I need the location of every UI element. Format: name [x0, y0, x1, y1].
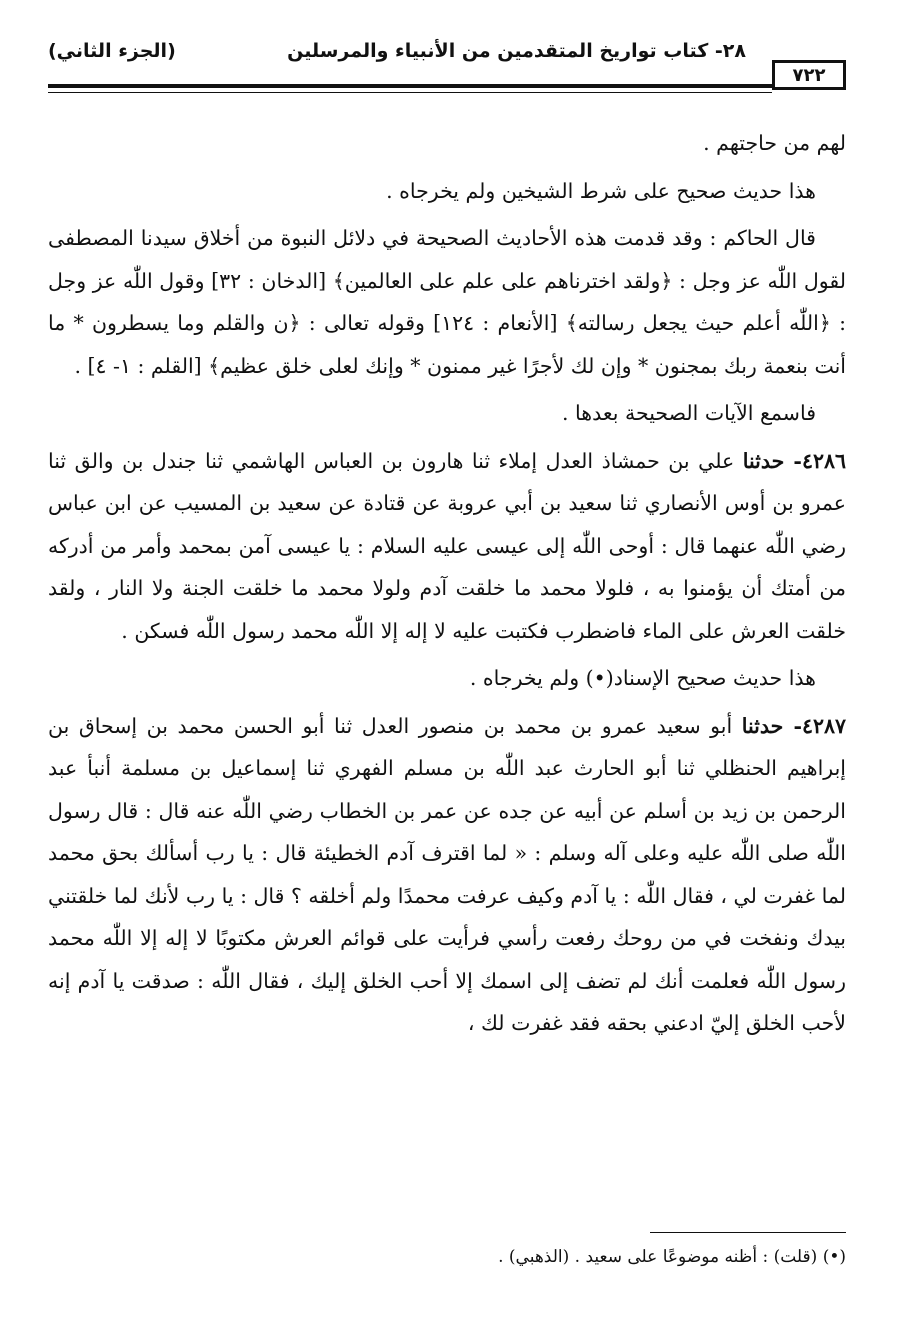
hadith-text: أبو سعيد عمرو بن محمد بن منصور العدل ثنا أبو الحسن محمد بن إسحاق بن إبراهيم الحنظلي ثنا أبو الحارث عبد اللّٰه بن مسلم الفهري ثنا إسماعيل بن مسلمة أنبأ عبد الرحمن بن زيد بن أسلم عن أبيه عن جده عن عمر بن الخطاب رضي اللّٰه عنه قال : قال رسول اللّٰه صلى اللّٰه عليه وعلى آله وسلم : « لما اقترف آدم الخطيئة قال : يا رب أسألك بحق محمد لما غفرت لي ، فقال اللّٰه : يا آدم وكيف عرفت محمدًا ولم أخلقه ؟ قال : يا رب لأنك لما خلقتني بيدك ونفخت في من روحك رفعت رأسي فرأيت على قوائم العرش مكتوبًا لا إله إلا اللّٰه محمد رسول اللّٰه فعلمت أنك لم تضف إلى اسمك إلا أحب الخلق إليك ، فقال اللّٰه : صدقت يا آدم إنه لأحب الخلق إليّ ادعني بحقه فقد غفرت لك ، — [48, 713, 846, 1035]
page-header — [48, 36, 846, 100]
hadith-4286 — [48, 440, 846, 653]
paragraph-closing-line: لهم من حاجتهم . — [703, 131, 846, 155]
paragraph-hakim-note: قال الحاكم : وقد قدمت هذه الأحاديث الصحيحة في دلائل النبوة من أخلاق سيدنا المصطفى لقول اللّٰه عز وجل : ﴿ولقد اخترناهم على علم على العالمين﴾ [الدخان : ٣٢] وقول اللّٰه عز وجل : ﴿اللّٰه أعلم حيث يجعل رسالته﴾ [الأنعام : ١٢٤] وقوله تعالى : ﴿ن والقلم وما يسطرون * ما أنت بنعمة ربك بمجنون * وإن لك لأجرًا غير ممنون * وإنك لعلى خلق عظيم﴾ [القلم : ١- ٤] . — [48, 226, 847, 378]
footnote-separator — [650, 1232, 846, 1233]
chapter-title: ٢٨- كتاب تواريخ المتقدمين من الأنبياء والمرسلين — [287, 40, 746, 62]
page-number: ٧٢٢ — [772, 60, 846, 90]
footnote: (•) (قلت) : أظنه موضوعًا على سعيد . (الذهبي) . — [498, 1247, 846, 1267]
header-rule-thin — [48, 92, 772, 93]
hadith-number: ٤٢٨٦- حدثنا — [742, 448, 846, 473]
hadith-text: علي بن حمشاذ العدل إملاء ثنا هارون بن العباس الهاشمي ثنا جندل بن والق ثنا عمرو بن أوس الأنصاري ثنا سعيد بن أبي عروبة عن قتادة عن سعيد بن المسيب عن ابن عباس رضي اللّٰه عنهما قال : أوحى اللّٰه إلى عيسى عليه السلام : يا عيسى آمن بمحمد وأمر من أدركه من أمتك أن يؤمنوا به ، فلولا محمد ما خلقت آدم ولولا محمد ما خلقت الجنة ولا النار ، ولقد خلقت العرش على الماء فاضطرب فكتبت عليه لا إله إلا اللّٰه محمد رسول اللّٰه فسكن . — [48, 448, 846, 643]
hadith-number: ٤٢٨٧- حدثنا — [741, 713, 847, 738]
header-rule-thick — [48, 84, 772, 88]
volume-label: (الجزء الثاني) — [48, 40, 176, 62]
paragraph-authentication: هذا حديث صحيح على شرط الشيخين ولم يخرجاه . — [386, 178, 816, 203]
paragraph-isnad-grade: هذا حديث صحيح الإسناد(•) ولم يخرجاه . — [469, 666, 816, 690]
paragraph-listen: فاسمع الآيات الصحيحة بعدها . — [562, 401, 816, 425]
body-text — [48, 122, 846, 1045]
hadith-4287 — [48, 705, 846, 1045]
